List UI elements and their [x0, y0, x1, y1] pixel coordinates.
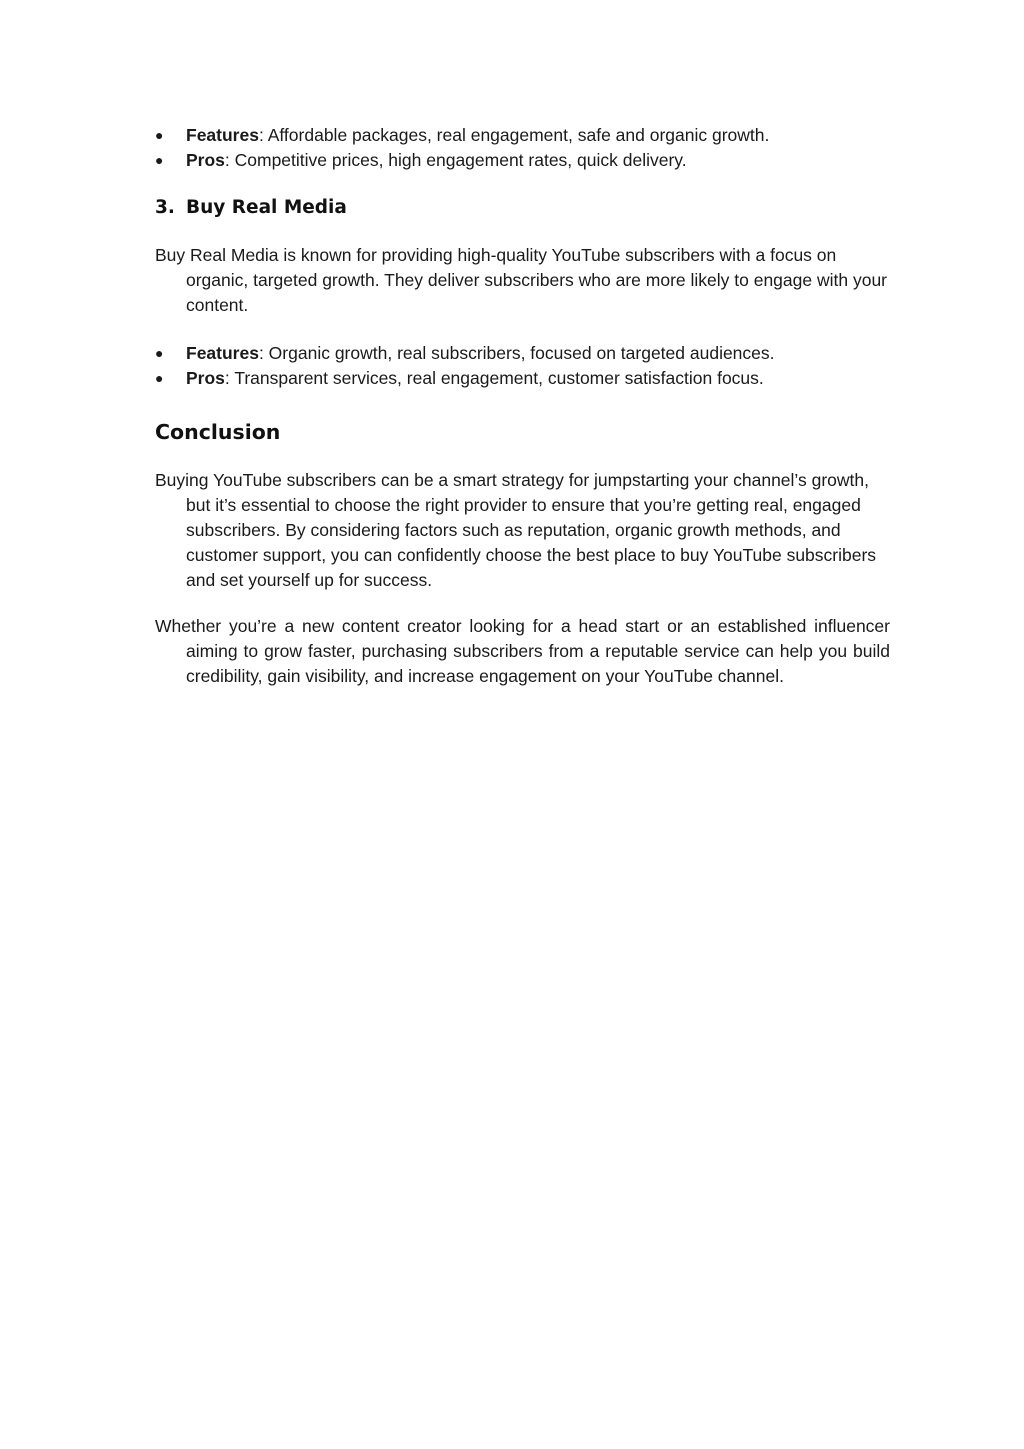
top-bullet-list	[155, 123, 890, 173]
conclusion-paragraph-2-block	[155, 614, 890, 689]
list-item	[155, 148, 890, 173]
conclusion-paragraph-1: Buying YouTube subscribers can be a smart strategy for jumpstarting your channel’s growth, but it’s essential to choose the right provider to ensure that you’re getting real, engaged subscribers. By considering factors such as reputation, organic growth methods, and customer support, you can confidently choose the best place to buy YouTube subscribers and set yourself up for success.	[155, 470, 877, 590]
conclusion-paragraph-1-block	[155, 468, 890, 593]
bullet-icon: ●	[155, 152, 164, 168]
conclusion-paragraph-2: Whether you’re a new content creator looking for a head start or an established influencer aiming to grow faster, purchasing subscribers from a reputable service can help you build credibility, gain visibility, and increase engagement on your YouTube channel.	[155, 616, 890, 686]
section-heading	[155, 195, 890, 221]
list-item-text: : Affordable packages, real engagement, safe and organic growth.	[258, 125, 770, 145]
list-item	[155, 341, 890, 366]
list-item-text: : Competitive prices, high engagement rates, quick delivery.	[224, 150, 687, 170]
section-paragraph: Buy Real Media is known for providing high-quality YouTube subscribers with a focus on organic, targeted growth. They deliver subscribers who are more likely to engage with your content.	[155, 245, 887, 315]
list-item	[155, 123, 890, 148]
bullet-icon: ●	[155, 370, 164, 386]
list-item-term: Features	[186, 125, 259, 145]
conclusion-heading-block	[155, 418, 890, 446]
section-3-heading-block	[155, 195, 890, 221]
section-3-paragraph-block	[155, 243, 890, 318]
list-item-term: Pros	[186, 368, 225, 388]
top-bullet-list-block	[155, 123, 890, 173]
conclusion-heading: Conclusion	[155, 420, 281, 444]
bullet-icon: ●	[155, 345, 164, 361]
list-item-term: Pros	[186, 150, 225, 170]
bullet-icon: ●	[155, 127, 164, 143]
section-title: Buy Real Media	[186, 197, 347, 218]
list-item-text: : Organic growth, real subscribers, focused on targeted audiences.	[258, 343, 775, 363]
list-item	[155, 366, 890, 391]
section-3-bullet-list	[155, 341, 890, 391]
list-item-term: Features	[186, 343, 259, 363]
section-3-bullet-list-block	[155, 341, 890, 391]
list-item-text: : Transparent services, real engagement, customer satisfaction focus.	[224, 368, 764, 388]
section-number: 3.	[155, 197, 175, 218]
